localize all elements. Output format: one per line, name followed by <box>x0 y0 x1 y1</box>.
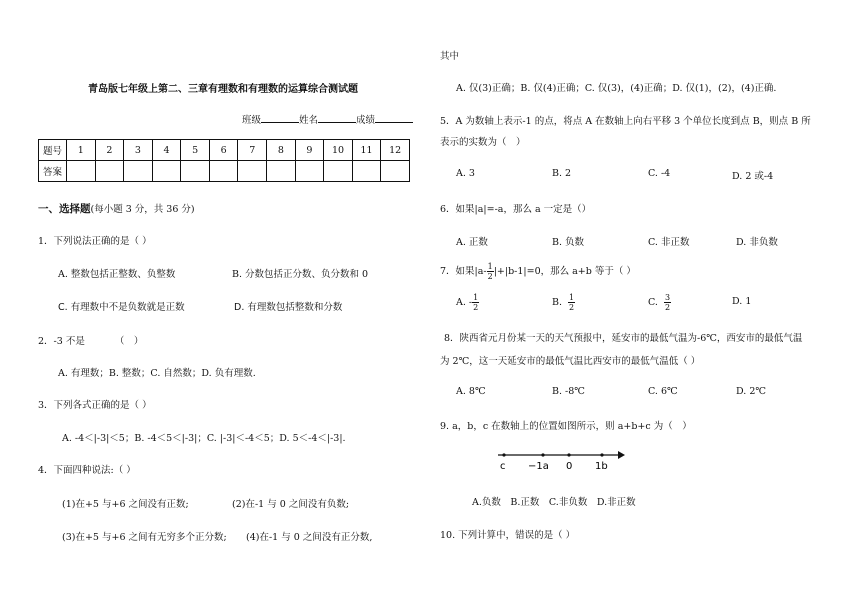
table-header-cell: 11 <box>352 140 381 161</box>
student-info-line <box>242 112 413 126</box>
answer-cell[interactable] <box>352 161 381 182</box>
section-scoring: (每小题 3 分，共 36 分) <box>90 204 195 215</box>
arrow-icon <box>618 451 625 459</box>
q7-text-end: |+|b-1|=0，那么 a+b 等于（ ） <box>493 266 636 277</box>
question-8-line-1: 8．陕西省元月份某一天的天气预报中，延安市的最低气温为-6℃，西安市的最低气温 <box>444 333 803 344</box>
q7-option-d: D. 1 <box>732 296 752 307</box>
answer-cell[interactable] <box>181 161 210 182</box>
q4-statement-2: (2)在-1 与 0 之间没有负数; <box>232 499 350 510</box>
section-title: 一、选择题 <box>38 203 91 215</box>
answer-cell[interactable] <box>324 161 353 182</box>
table-row <box>39 140 410 161</box>
point-a <box>541 453 544 456</box>
name-label: 姓名 <box>299 115 319 126</box>
q9-options: A.负数 B.正数 C.非负数 D.非正数 <box>472 497 636 508</box>
answer-cell[interactable] <box>152 161 181 182</box>
question-8-line-2: 为 2℃，这一天延安市的最低气温比西安市的最低气温低（ ） <box>440 356 701 367</box>
q4-statement-3: (3)在+5 与+6 之间有无穷多个正分数; <box>62 532 227 543</box>
class-label: 班级 <box>242 115 262 126</box>
answer-cell[interactable] <box>267 161 296 182</box>
fraction-denominator: 2 <box>569 303 575 312</box>
table-header-cell: 3 <box>124 140 153 161</box>
q7-option-c <box>648 293 671 312</box>
table-header-cell: 8 <box>267 140 296 161</box>
q7-text-start: 7．如果|a- <box>440 266 487 277</box>
q5-option-a: A. 3 <box>456 168 475 179</box>
continuation-text: 其中 <box>440 51 460 62</box>
q5-option-b: B. 2 <box>552 168 572 179</box>
q5-option-d: D. 2 或-4 <box>732 171 774 182</box>
answer-table <box>38 139 410 182</box>
axis-label-neg1-a: −1a <box>528 461 549 472</box>
q7-option-b <box>552 293 575 312</box>
fraction-numerator: 3 <box>664 293 671 302</box>
axis-label-c: c <box>500 461 506 472</box>
question-9: 9. a，b，c 在数轴上的位置如图所示，则 a+b+c 为（ ） <box>440 421 692 432</box>
q7-option-a <box>456 293 479 312</box>
q8-option-c: C. 6℃ <box>648 386 678 397</box>
answer-cell[interactable] <box>67 161 96 182</box>
q8-option-b: B. -8℃ <box>552 386 585 397</box>
q3-options: A. -4＜|-3|＜5；B. -4＜5＜|-3|；C. |-3|＜-4＜5；D. 5＜-4＜|-3|. <box>62 433 346 444</box>
q6-option-a: A. 正数 <box>456 237 488 248</box>
q5-option-c: C. -4 <box>648 168 671 179</box>
axis-label-zero: 0 <box>566 461 573 472</box>
fraction-denominator: 2 <box>487 272 493 281</box>
fraction <box>487 262 494 281</box>
question-6: 6．如果|a|=-a，那么 a 一定是（） <box>440 204 592 215</box>
answer-cell[interactable] <box>124 161 153 182</box>
fraction-denominator: 2 <box>473 303 479 312</box>
axis-label-1-b: 1b <box>595 461 608 472</box>
q8-option-a: A. 8℃ <box>456 386 486 397</box>
q6-option-d: D. 非负数 <box>736 237 778 248</box>
question-7 <box>440 262 636 281</box>
table-header-cell: 2 <box>95 140 124 161</box>
fraction-numerator: 1 <box>487 262 493 271</box>
q1-option-c: C. 有理数中不是负数就是正数 <box>58 302 185 313</box>
answer-cell[interactable] <box>238 161 267 182</box>
table-header-cell: 4 <box>152 140 181 161</box>
point-b <box>600 453 603 456</box>
q4-statement-4: (4)在-1 与 0 之间没有正分数, <box>246 532 373 543</box>
answer-cell[interactable] <box>95 161 124 182</box>
section-heading <box>38 201 195 216</box>
question-2-paren: （ ） <box>114 336 144 347</box>
table-header-label: 题号 <box>39 140 67 161</box>
q2-options: A. 有理数；B. 整数；C. 自然数；D. 负有理数. <box>58 368 256 379</box>
q8-option-d: D. 2℃ <box>736 386 766 397</box>
option-letter: A. - <box>456 297 473 308</box>
answer-cell[interactable] <box>209 161 238 182</box>
point-zero <box>567 453 570 456</box>
answer-cell[interactable] <box>381 161 410 182</box>
table-row <box>39 161 410 182</box>
name-blank[interactable] <box>318 112 356 123</box>
table-header-cell: 6 <box>209 140 238 161</box>
fraction-numerator: 1 <box>473 293 479 302</box>
q4-statement-1: (1)在+5 与+6 之间没有正数; <box>62 499 189 510</box>
q1-option-d: D. 有理数包括整数和分数 <box>234 302 343 313</box>
table-header-cell: 12 <box>381 140 410 161</box>
table-header-cell: 1 <box>67 140 96 161</box>
option-letter: B. <box>552 297 563 308</box>
fraction <box>664 293 671 312</box>
table-header-cell: 5 <box>181 140 210 161</box>
number-line-figure <box>496 446 626 472</box>
q6-option-b: B. 负数 <box>552 237 585 248</box>
question-2-text: 2．-3 不是 <box>38 336 85 347</box>
table-header-cell: 9 <box>295 140 324 161</box>
table-header-cell: 10 <box>324 140 353 161</box>
option-letter: C. <box>648 297 658 308</box>
question-4: 4．下面四种说法:（ ） <box>38 465 136 476</box>
score-blank[interactable] <box>375 112 413 123</box>
table-answer-label: 答案 <box>39 161 67 182</box>
q6-option-c: C. 非正数 <box>648 237 690 248</box>
fraction <box>472 293 479 312</box>
q1-option-b: B. 分数包括正分数、负分数和 0 <box>232 269 369 280</box>
score-label: 成绩 <box>356 115 376 126</box>
fraction <box>568 293 575 312</box>
question-5-line-1: 5．A 为数轴上表示-1 的点，将点 A 在数轴上向右平移 3 个单位长度到点 B，则点 B 所 <box>440 116 811 127</box>
table-header-cell: 7 <box>238 140 267 161</box>
question-1: 1．下列说法正确的是（ ） <box>38 236 152 247</box>
q4-options: A. 仅(3)正确；B. 仅(4)正确；C. 仅(3)，(4)正确；D. 仅(1)，(2)，(4)正确. <box>456 83 777 94</box>
question-10: 10. 下列计算中，错误的是（ ） <box>440 530 576 541</box>
question-5-line-2: 表示的实数为（ ） <box>440 137 526 148</box>
answer-cell[interactable] <box>295 161 324 182</box>
q1-option-a: A. 整数包括正整数、负整数 <box>58 269 176 280</box>
page-title: 青岛版七年级上第二、三章有理数和有理数的运算综合测试题 <box>88 84 358 95</box>
class-blank[interactable] <box>261 112 299 123</box>
question-2 <box>38 333 143 347</box>
point-c <box>502 453 505 456</box>
fraction-denominator: 2 <box>664 303 671 312</box>
question-3: 3．下列各式正确的是（ ） <box>38 400 152 411</box>
fraction-numerator: 1 <box>569 293 575 302</box>
